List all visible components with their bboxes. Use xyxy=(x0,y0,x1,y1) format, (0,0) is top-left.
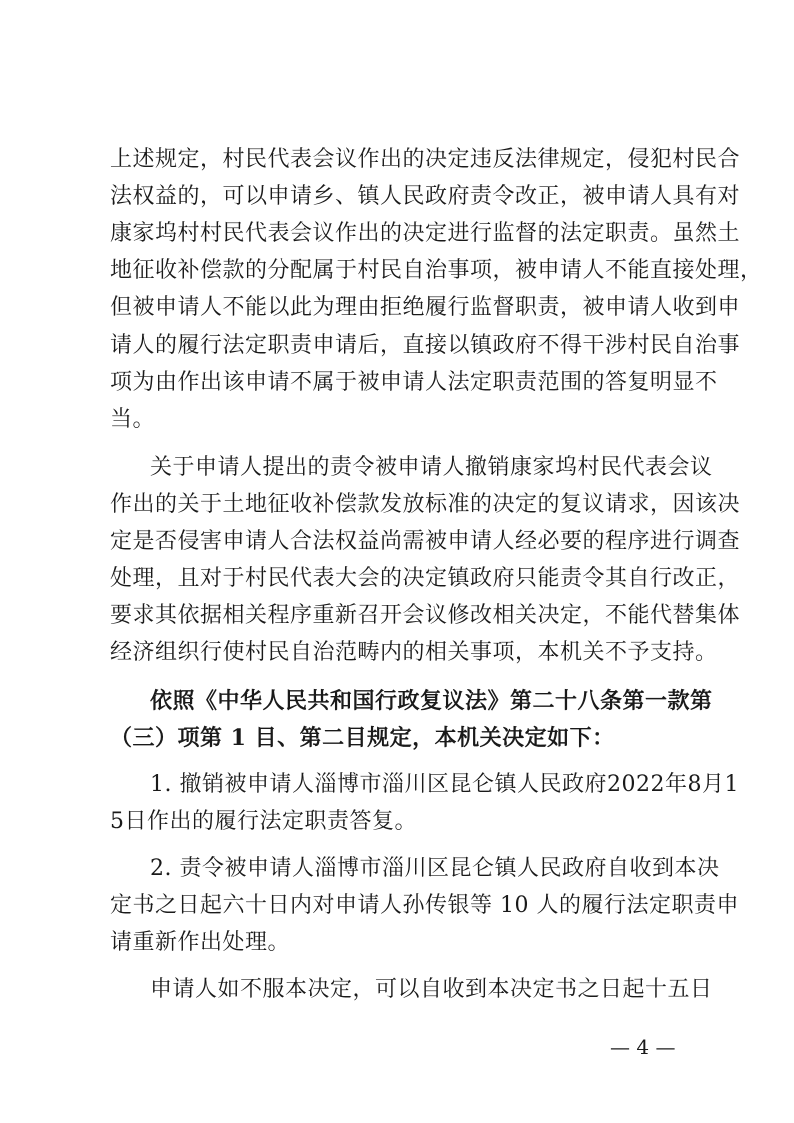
text-line: 定是否侵害申请人合法权益尚需被申请人经必要的程序进行调查 xyxy=(110,529,741,554)
text-line: 请重新作出处理。 xyxy=(110,930,291,955)
text-line: 要求其依据相关程序重新召开会议修改相关决定，不能代替集体 xyxy=(110,603,741,628)
text-line: 5日作出的履行法定职责答复。 xyxy=(110,809,417,834)
text-line: 康家坞村村民代表会议作出的决定进行监督的法定职责。虽然土 xyxy=(110,221,741,246)
text-line: 请人的履行法定职责申请后，直接以镇政府不得干涉村民自治事 xyxy=(110,333,741,358)
text-line: 定书之日起六十日内对申请人孙传银等 10 人的履行法定职责申 xyxy=(110,893,739,918)
page-number: — 4 — xyxy=(610,1035,676,1059)
text-line: 2. 责令被申请人淄博市淄川区昆仑镇人民政府自收到本决 xyxy=(150,856,720,881)
text-line: 项为由作出该申请不属于被申请人法定职责范围的答复明显不 xyxy=(110,370,718,395)
text-line: 当。 xyxy=(110,407,156,432)
text-line: 处理，且对于村民代表大会的决定镇政府只能责令其自行改正， xyxy=(110,566,741,591)
text-line: 但被申请人不能以此为理由拒绝履行监督职责，被申请人收到申 xyxy=(110,295,741,320)
text-line: 地征收补偿款的分配属于村民自治事项，被申请人不能直接处理， xyxy=(110,258,763,283)
text-line: 依照《中华人民共和国行政复议法》第二十八条第一款第 xyxy=(150,688,713,714)
text-line: 申请人如不服本决定，可以自收到本决定书之日起十五日 xyxy=(150,977,713,1002)
text-line: 作出的关于土地征收补偿款发放标准的决定的复议请求，因该决 xyxy=(110,492,741,517)
text-line: 经济组织行使村民自治范畴内的相关事项，本机关不予支持。 xyxy=(110,640,718,665)
text-line: 1. 撤销被申请人淄博市淄川区昆仑镇人民政府2022年8月1 xyxy=(150,772,739,797)
text-line: 关于申请人提出的责令被申请人撤销康家坞村民代表会议 xyxy=(150,455,713,480)
text-line: （三）项第 1 目、第二目规定，本机关决定如下： xyxy=(110,725,615,751)
text-line: 法权益的，可以申请乡、镇人民政府责令改正，被申请人具有对 xyxy=(110,184,741,209)
text-line: 上述规定，村民代表会议作出的决定违反法律规定，侵犯村民合 xyxy=(110,147,741,172)
